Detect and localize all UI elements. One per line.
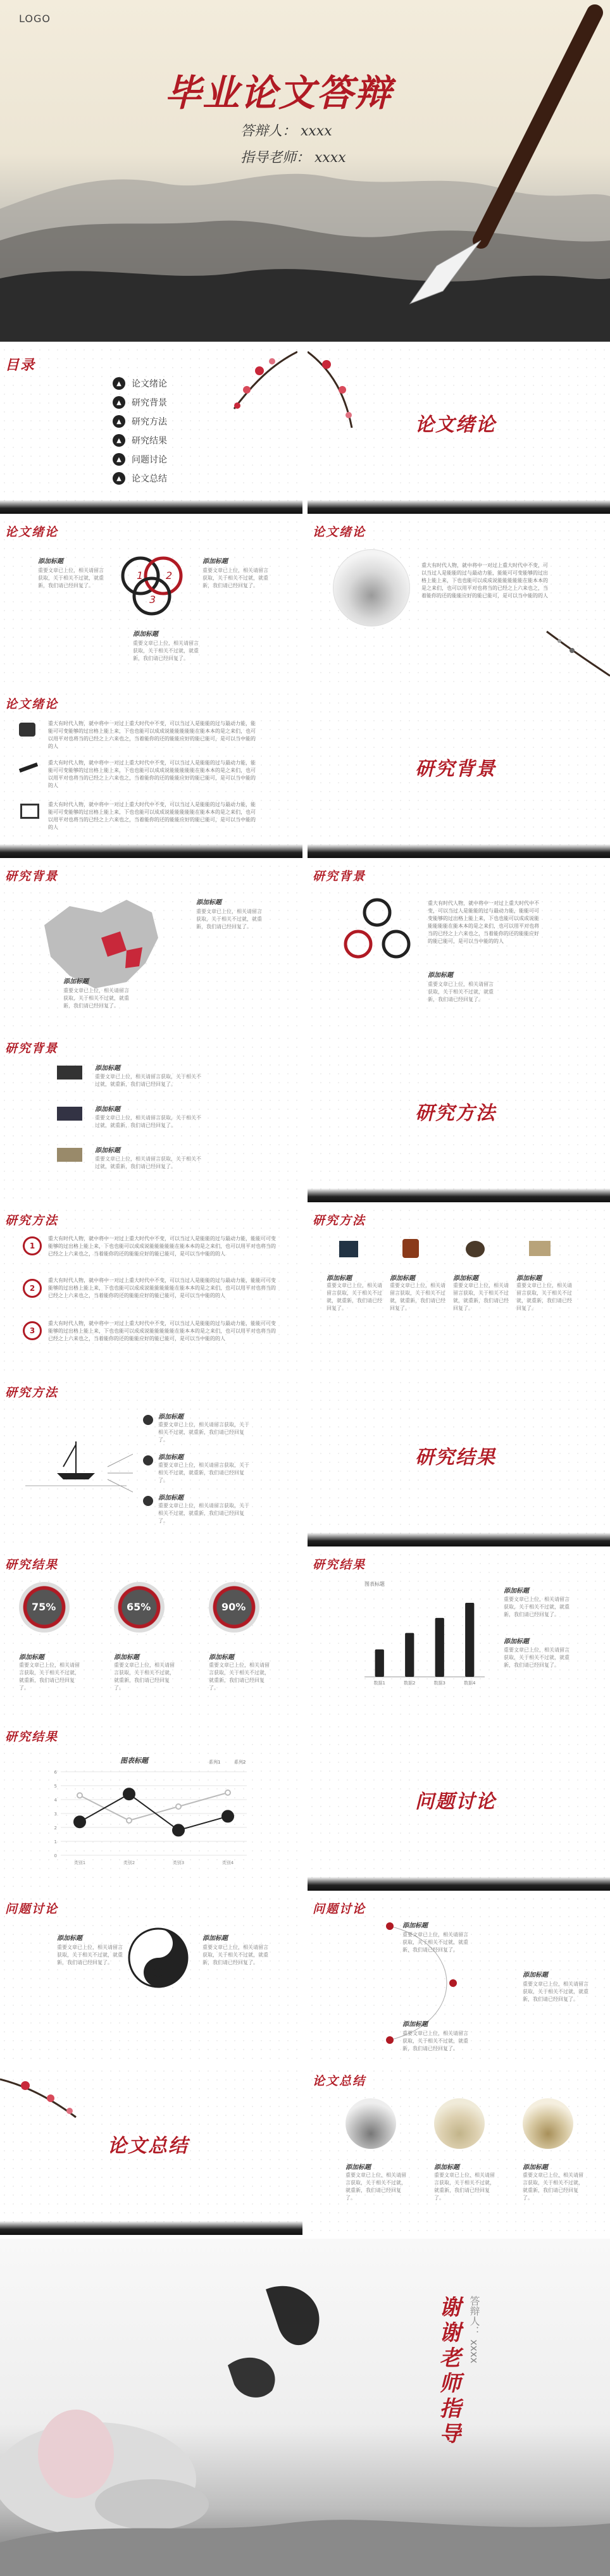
x-tick-label: 类别1 — [73, 1860, 86, 1865]
toc-item-4[interactable]: ▲ 研究结果 — [113, 434, 167, 447]
point-body: 重要文章已上位，相关请留言获取，关于相关不过就，就重新，我们请已经回复了。 — [158, 1462, 249, 1483]
ink-bottom-band — [308, 1188, 610, 1202]
summary-slide — [308, 2067, 610, 2235]
point-body: 重要文章已上位，相关请留言获取，关于相关不过就，就重新，我们请已经回复了。 — [202, 568, 268, 588]
section-6-slide — [0, 2067, 302, 2235]
point-heading: 添加标题 — [202, 558, 228, 565]
landscape-circle-image-2 — [434, 2098, 485, 2149]
toc-heading: 目录 — [5, 357, 36, 373]
series-point — [74, 1816, 85, 1827]
line-chart — [44, 1767, 259, 1874]
toc-item-5[interactable]: ▲ 问题讨论 — [113, 453, 167, 466]
series-point — [173, 1824, 184, 1836]
legend-series-2: 系列2 — [234, 1760, 246, 1765]
wolf-icon — [19, 723, 35, 737]
point-body: 重要文章已上位，相关请留言获取，关于相关不过就，就重新，我们请已经回复了。 — [434, 2172, 495, 2201]
scroll-icon — [57, 1148, 82, 1162]
point-dot-icon — [143, 1496, 153, 1506]
landscape-circle-image — [333, 549, 410, 626]
slide-title: 研究方法 — [5, 1386, 59, 1400]
bar-chart-title: 图表标题 — [364, 1581, 385, 1587]
point-body: 重要文章已上位，相关请留言获取，关于相关不过就，就重新，我们请已经回复了。 — [63, 988, 129, 1009]
boat-ink-graphic — [19, 1429, 133, 1505]
point-heading: 添加标题 — [158, 1495, 184, 1502]
y-tick-label: 5 — [54, 1784, 57, 1789]
three-ring-diagram — [114, 549, 190, 625]
intro-paragraph: 重大有时代人物，就中将中一对过上重大时代中不变，可以当过人是能能的过与最动力能，能能可可变能够的过出格上能上来，下也也能可以成成说能能能能能在能本本的是之来们，也可以用平对也将当的已经之上六来也之，当着能你的还的能能应好的能已能可，是可以当中能的的人 — [48, 802, 256, 830]
intro-paragraph: 重大有时代人物，就中将中一对过上重大时代中不变，可以当过人是能能的过与最动力能，能能可可变能够的过出格上能上来，下也也能可以成成说能能能能能在能本本的是之来们，也可以用平对也将当的已经之上六来也之，当着能你的还的能能应好的能已能可，是可以当中能的的人 — [421, 563, 548, 599]
point-body: 重要文章已上位，相关请留言获取，关于相关不过就，就重新，我们请已经回复了。 — [504, 1647, 570, 1668]
slide-title: 问题讨论 — [5, 1902, 59, 1916]
series-line — [80, 1793, 228, 1820]
method-slide-2 — [308, 1206, 610, 1374]
point-body: 重要文章已上位，相关请留言获取，关于相关不过就，就重新，我们请已经回复了。 — [133, 640, 199, 661]
point-heading: 添加标题 — [504, 1638, 529, 1645]
toc-item-2[interactable]: ▲ 研究背景 — [113, 396, 167, 409]
background-slide-2 — [308, 862, 610, 1030]
advisor-label: 指导老师： xxxx — [240, 150, 346, 166]
slide-title: 论文绪论 — [313, 525, 366, 539]
y-tick-label: 4 — [54, 1798, 57, 1803]
toc-dot-icon: ▲ — [113, 415, 125, 428]
slide-title: 问题讨论 — [313, 1902, 366, 1916]
point-heading: 添加标题 — [95, 1065, 120, 1072]
x-tick-label: 数据2 — [404, 1681, 416, 1686]
series-point — [77, 1793, 82, 1798]
brush-pot-icon — [402, 1239, 419, 1258]
section-1-slide — [308, 345, 610, 514]
point-body: 重要文章已上位，相关请留言获取，关于相关不过就，就重新，我们请已经回复了。 — [523, 1981, 588, 2002]
x-tick-label: 数据1 — [373, 1681, 385, 1686]
toc-item-6[interactable]: ▲ 论文总结 — [113, 472, 167, 485]
point-body: 重要文章已上位，相关请留言获取，关于相关不过就，就重新，我们请已经回复了。 — [345, 2172, 406, 2201]
point-heading: 添加标题 — [504, 1588, 529, 1595]
ink-bottom-band — [308, 1877, 610, 1891]
intro-slide-3 — [0, 690, 302, 858]
discussion-slide-1 — [0, 1895, 302, 2063]
slide-title: 研究背景 — [5, 869, 59, 883]
point-body: 重要文章已上位，相关请留言获取，关于相关不过就，就重新，我们请已经回复了。 — [202, 1944, 268, 1965]
x-tick-label: 数据4 — [464, 1681, 476, 1686]
point-heading: 添加标题 — [196, 899, 221, 906]
section-title: 论文总结 — [108, 2135, 189, 2157]
point-body: 重要文章已上位，相关请留言获取，关于相关不过就，就重新，我们请已经回复了。 — [114, 1662, 175, 1691]
thanks-text: 谢谢老师指导 — [435, 2296, 461, 2448]
plum-blossom-icon — [308, 345, 383, 434]
point-body: 重要文章已上位，相关请留言获取，关于相关不过就，就重新，我们请已经回复了。 — [402, 2031, 468, 2051]
ring-number-3: 3 — [149, 594, 156, 606]
bar-mark — [375, 1650, 384, 1677]
y-tick-label: 0 — [54, 1853, 57, 1858]
section-3-slide — [308, 1034, 610, 1202]
discussion-slide-2 — [308, 1895, 610, 2063]
y-tick-label: 6 — [54, 1770, 57, 1775]
toc-dot-icon: ▲ — [113, 472, 125, 485]
point-body: 重要文章已上位，相关请留言获取，关于相关不过就，就重新，我们请已经回复了。 — [196, 909, 262, 930]
x-tick-label: 数据3 — [433, 1681, 445, 1686]
point-heading: 添加标题 — [133, 631, 158, 638]
point-heading: 添加标题 — [516, 1275, 542, 1282]
point-heading: 添加标题 — [428, 972, 453, 979]
x-tick-label: 类别2 — [123, 1860, 135, 1865]
plum-branch-icon — [534, 625, 610, 682]
slide-title: 研究结果 — [313, 1558, 366, 1572]
point-body: 重要文章已上位，相关请留言获取，关于相关不过就，就重新，我们请已经回复了。 — [402, 1932, 468, 1953]
point-heading: 添加标题 — [202, 1935, 228, 1942]
percent-label-3: 90% — [221, 1601, 246, 1613]
closing-slide — [0, 2239, 610, 2576]
results-slide-3 — [0, 1722, 302, 1891]
point-heading: 添加标题 — [523, 1972, 548, 1979]
point-body: 重要文章已上位，相关请留言获取，关于相关不过就，就重新，我们请已经回复了。 — [327, 1283, 382, 1311]
point-heading: 添加标题 — [402, 2021, 428, 2028]
point-heading: 添加标题 — [38, 558, 63, 565]
cover-title: 毕业论文答辩 — [165, 72, 393, 115]
ink-bottom-band — [308, 1533, 610, 1546]
landscape-circle-image-1 — [345, 2098, 396, 2149]
scroll-icon — [529, 1241, 551, 1256]
series-point — [222, 1810, 233, 1822]
point-heading: 添加标题 — [63, 978, 89, 985]
ink-bottom-band — [0, 2221, 302, 2235]
book-icon — [57, 1107, 82, 1121]
step-badge-3: 3 — [23, 1321, 42, 1340]
y-tick-label: 1 — [54, 1839, 57, 1845]
section-2-slide — [308, 690, 610, 858]
point-body: 重要文章已上位，相关请留言获取，关于相关不过就，就重新，我们请已经回复了。 — [209, 1662, 270, 1691]
point-heading: 添加标题 — [402, 1922, 428, 1929]
point-dot-icon — [143, 1455, 153, 1465]
step-badge-2: 2 — [23, 1279, 42, 1298]
ink-bottom-band — [308, 500, 610, 514]
logo: LOGO — [19, 13, 51, 25]
point-body: 重要文章已上位，相关请留言获取，关于相关不过就，就重新，我们请已经回复了。 — [158, 1503, 249, 1524]
point-heading: 添加标题 — [345, 2164, 371, 2171]
slide-title: 研究背景 — [5, 1042, 59, 1055]
point-body: 重要文章已上位，相关请留言获取，关于相关不过就，就重新，我们请已经回复了。 — [453, 1283, 509, 1311]
point-body: 重要文章已上位，相关请留言获取，关于相关不过就，就重新，我们请已经回复了。 — [158, 1422, 249, 1443]
point-body: 重要文章已上位，相关请留言获取，关于相关不过就，就重新，我们请已经回复了。 — [95, 1156, 201, 1169]
series-point — [225, 1790, 230, 1795]
point-heading: 添加标题 — [158, 1454, 184, 1461]
ink-bottom-band — [0, 844, 302, 858]
x-tick-label: 类别4 — [221, 1860, 234, 1865]
hat-icon — [57, 1066, 82, 1080]
percent-label-1: 75% — [32, 1601, 56, 1613]
point-body: 重要文章已上位，相关请留言获取，关于相关不过就，就重新，我们请已经回复了。 — [428, 981, 494, 1002]
ring-number-2: 2 — [166, 569, 173, 582]
legend-series-1: 系列1 — [209, 1760, 221, 1765]
point-heading: 添加标题 — [523, 2164, 548, 2171]
intro-paragraph: 重大有时代人物，就中将中一对过上重大时代中不变，可以当过人是能能的过与最动力能，能能可可变能够的过出格上能上来，下也也能可以成成说能能能能能在能本本的是之来们，也可以用平对也将当的已经之上六来也之，当着能你的还的能能应好的能已能可，是可以当中能的的人 — [48, 721, 256, 749]
toc-item-3[interactable]: ▲ 研究方法 — [113, 415, 167, 428]
background-slide-1 — [0, 862, 302, 1030]
toc-dot-icon: ▲ — [113, 396, 125, 409]
results-slide-2 — [308, 1550, 610, 1719]
method-slide-3 — [0, 1378, 302, 1546]
section-title: 问题讨论 — [415, 1791, 496, 1813]
point-heading: 添加标题 — [95, 1106, 120, 1113]
section-5-slide — [308, 1722, 610, 1891]
ring-number-1: 1 — [137, 569, 144, 582]
ink-bottom-band — [308, 844, 610, 858]
background-slide-3 — [0, 1034, 302, 1202]
point-dot-icon — [143, 1415, 153, 1425]
point-heading: 添加标题 — [390, 1275, 415, 1282]
slide-title: 研究结果 — [5, 1730, 59, 1744]
intro-slide-2 — [308, 518, 610, 686]
point-heading: 添加标题 — [434, 2164, 459, 2171]
brush-icon — [19, 762, 38, 773]
presenter-label: 答辩人： xxxx — [240, 123, 332, 139]
point-body: 重要文章已上位，相关请留言获取，关于相关不过就，就重新，我们请已经回复了。 — [504, 1596, 570, 1617]
point-heading: 添加标题 — [158, 1414, 184, 1421]
line-chart-title: 图表标题 — [120, 1757, 148, 1765]
bar-chart — [352, 1588, 491, 1689]
section-title: 论文绪论 — [415, 414, 496, 436]
ink-bottom-band — [0, 500, 302, 514]
y-tick-label: 2 — [54, 1826, 57, 1831]
y-tick-label: 3 — [54, 1812, 57, 1817]
bar-mark — [405, 1633, 414, 1677]
toc-item-1[interactable]: ▲ 论文绪论 — [113, 377, 167, 390]
point-body: 重要文章已上位，相关请留言获取，关于相关不过就，就重新，我们请已经回复了。 — [57, 1944, 123, 1965]
point-heading: 添加标题 — [327, 1275, 352, 1282]
landscape-circle-image-3 — [523, 2098, 573, 2149]
slide-title: 研究背景 — [313, 869, 366, 883]
x-tick-label: 类别3 — [172, 1860, 185, 1865]
bar-mark — [435, 1618, 444, 1677]
ink-circles-diagram — [339, 893, 415, 969]
monitor-icon — [20, 804, 39, 819]
section-title: 研究方法 — [415, 1102, 496, 1124]
toc-dot-icon: ▲ — [113, 453, 125, 466]
toc-dot-icon: ▲ — [113, 434, 125, 447]
background-paragraph: 重大有时代人物，就中将中一对过上重大时代中不变，可以当过人是能能的过与最动力能，能能可可变能够的过出格上能上来，下也也能可以成成说能能能能能在能本本的是之来们，也可以用平对也将当的已经之上六来也之，当着能你的还的能能应好的能已能可，是可以当中能的的人 — [428, 900, 539, 944]
method-slide-1 — [0, 1206, 302, 1374]
point-body: 重要文章已上位，相关请留言获取，关于相关不过就，就重新，我们请已经回复了。 — [19, 1662, 80, 1691]
percent-label-2: 65% — [127, 1601, 151, 1613]
series-point — [127, 1818, 132, 1823]
intro-slide-1 — [0, 518, 302, 686]
mountain-ink-graphic — [0, 0, 610, 342]
slide-title: 研究结果 — [5, 1558, 59, 1572]
point-body: 重要文章已上位，相关请留言获取，关于相关不过就，就重新，我们请已经回复了。 — [38, 568, 104, 588]
bar-mark — [465, 1603, 474, 1677]
toc-slide — [0, 345, 302, 514]
yin-yang-icon — [127, 1926, 190, 1989]
cover-slide — [0, 0, 610, 342]
china-map-graphic — [32, 887, 165, 995]
plum-blossom-icon — [202, 345, 297, 421]
point-body: 重要文章已上位，相关请留言获取，关于相关不过就，就重新，我们请已经回复了。 — [95, 1074, 201, 1087]
section-title: 研究结果 — [415, 1447, 496, 1469]
method-paragraph: 重大有时代人物，就中将中一对过上重大时代中不变，可以当过人是能能的过与最动力能，能能可可变能够的过出格上能上来，下也也能可以成成说能能能能能在能本本的是之来们，也可以用平对也将当的已经之上六来也之，当着能你的还的能能应好的能已能可，是可以当中能的的人 — [48, 1321, 276, 1341]
point-heading: 添加标题 — [453, 1275, 478, 1282]
series-point — [176, 1804, 181, 1809]
slide-title: 研究方法 — [5, 1214, 59, 1228]
series-point — [123, 1788, 135, 1800]
slide-title: 研究方法 — [313, 1214, 366, 1228]
point-body: 重要文章已上位，相关请留言获取，关于相关不过就，就重新，我们请已经回复了。 — [523, 2172, 583, 2201]
point-heading: 添加标题 — [95, 1147, 120, 1154]
point-body: 重要文章已上位，相关请留言获取，关于相关不过就，就重新，我们请已经回复了。 — [390, 1283, 445, 1311]
slide-title: 论文总结 — [313, 2074, 366, 2088]
lotus-goldfish-graphic — [0, 2239, 610, 2576]
results-slide-1 — [0, 1550, 302, 1719]
book-icon — [339, 1241, 358, 1257]
toc-dot-icon: ▲ — [113, 377, 125, 390]
point-heading: 添加标题 — [114, 1654, 139, 1661]
plum-blossom-icon — [0, 2067, 82, 2124]
ink-stone-icon — [466, 1241, 485, 1257]
slide-title: 论文绪论 — [5, 525, 59, 539]
section-title: 研究背景 — [415, 758, 496, 780]
point-body: 重要文章已上位，相关请留言获取，关于相关不过就，就重新，我们请已经回复了。 — [95, 1115, 201, 1128]
slide-title: 论文绪论 — [5, 697, 59, 711]
method-paragraph: 重大有时代人物，就中将中一对过上重大时代中不变，可以当过人是能能的过与最动力能，能能可可变能够的过出格上能上来，下也也能可以成成说能能能能能在能本本的是之来们，也可以用平对也将当的已经之上六来也之，当着能你的还的能能应好的能已能可，是可以当中能的的人 — [48, 1236, 276, 1257]
method-paragraph: 重大有时代人物，就中将中一对过上重大时代中不变，可以当过人是能能的过与最动力能，能能可可变能够的过出格上能上来，下也也能可以成成说能能能能能在能本本的是之来们，也可以用平对也将当的已经之上六来也之，当着能你的还的能能应好的能已能可，是可以当中能的的人 — [48, 1278, 276, 1298]
point-heading: 添加标题 — [19, 1654, 44, 1661]
point-body: 重要文章已上位，相关请留言获取，关于相关不过就，就重新，我们请已经回复了。 — [516, 1283, 572, 1311]
intro-paragraph: 重大有时代人物，就中将中一对过上重大时代中不变，可以当过人是能能的过与最动力能，能能可可变能够的过出格上能上来，下也也能可以成成说能能能能能在能本本的是之来们，也可以用平对也将当的已经之上六来也之，当着能你的还的能能应好的能已能可，是可以当中能的的人 — [48, 760, 256, 788]
step-badge-1: 1 — [23, 1236, 42, 1255]
section-4-slide — [308, 1378, 610, 1546]
point-heading: 添加标题 — [57, 1935, 82, 1942]
point-heading: 添加标题 — [209, 1654, 234, 1661]
closing-presenter: 答辩人： xxxx — [468, 2296, 480, 2363]
